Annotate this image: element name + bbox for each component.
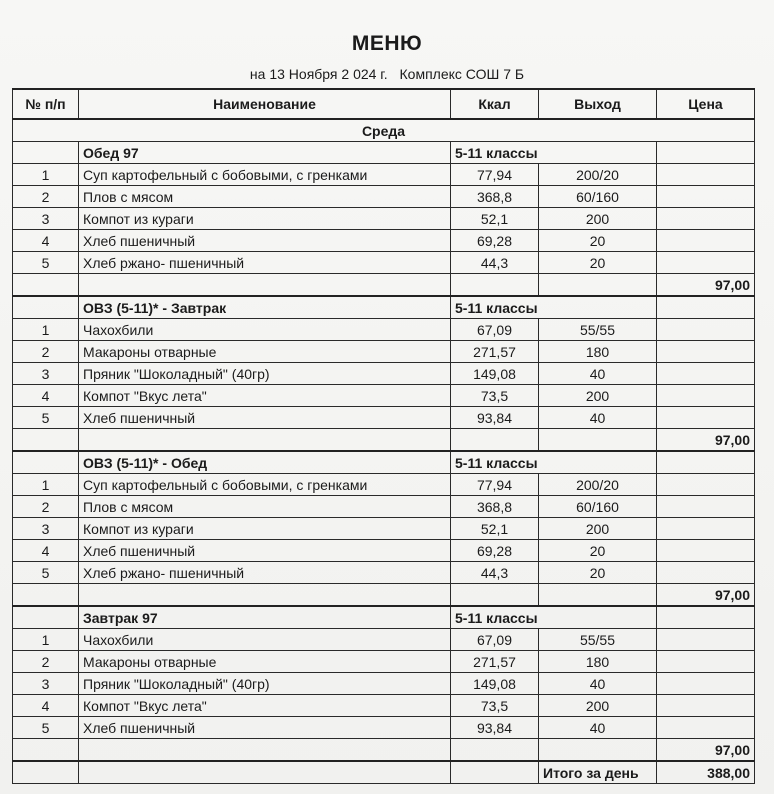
table-row	[13, 673, 755, 695]
day-total-value: 388,00	[657, 761, 755, 784]
section-grade: 5-11 классы	[451, 142, 657, 164]
item-num: 5	[13, 562, 79, 584]
total-blank-output	[539, 584, 657, 607]
item-output: 200/20	[539, 164, 657, 186]
section-total-row	[13, 584, 755, 607]
total-blank-kcal	[451, 429, 539, 452]
section-price-cell	[657, 142, 755, 164]
col-header-output: Выход	[539, 89, 657, 119]
item-output: 40	[539, 717, 657, 739]
item-output: 180	[539, 651, 657, 673]
item-price	[657, 186, 755, 208]
section-header-row	[13, 606, 755, 629]
item-num: 5	[13, 407, 79, 429]
item-price	[657, 319, 755, 341]
total-blank-kcal	[451, 274, 539, 297]
item-output: 55/55	[539, 319, 657, 341]
page-title: МЕНЮ	[351, 32, 423, 55]
item-kcal: 271,57	[451, 651, 539, 673]
item-output: 20	[539, 540, 657, 562]
item-output: 20	[539, 252, 657, 274]
item-num: 1	[13, 164, 79, 186]
table-row	[13, 186, 755, 208]
item-output: 40	[539, 673, 657, 695]
section-price: 97,00	[657, 584, 755, 607]
item-name: Компот из кураги	[79, 518, 451, 540]
item-kcal: 52,1	[451, 208, 539, 230]
item-num: 1	[13, 629, 79, 651]
total-blank-kcal	[451, 739, 539, 762]
table-row	[13, 341, 755, 363]
item-kcal: 73,5	[451, 695, 539, 717]
item-output: 200	[539, 208, 657, 230]
day-row	[13, 119, 755, 142]
item-price	[657, 518, 755, 540]
item-price	[657, 562, 755, 584]
day-total-blank-num	[13, 761, 79, 784]
item-output: 20	[539, 230, 657, 252]
table-row	[13, 230, 755, 252]
item-num: 4	[13, 540, 79, 562]
item-name: Хлеб пшеничный	[79, 717, 451, 739]
menu-complex: Комплекс СОШ 7 Б	[399, 66, 525, 82]
section-price-cell	[657, 451, 755, 474]
section-name: ОВЗ (5-11)* - Обед	[79, 451, 451, 474]
section-name: Обед 97	[79, 142, 451, 164]
total-blank-name	[79, 274, 451, 297]
item-kcal: 93,84	[451, 407, 539, 429]
section-total-row	[13, 429, 755, 452]
section-total-row	[13, 739, 755, 762]
item-price	[657, 651, 755, 673]
col-header-num: № п/п	[13, 89, 79, 119]
item-num: 4	[13, 385, 79, 407]
item-kcal: 368,8	[451, 186, 539, 208]
table-row	[13, 496, 755, 518]
item-name: Хлеб ржано- пшеничный	[79, 562, 451, 584]
item-price	[657, 717, 755, 739]
item-name: Компот из кураги	[79, 208, 451, 230]
item-price	[657, 673, 755, 695]
total-blank-num	[13, 584, 79, 607]
section-name: ОВЗ (5-11)* - Завтрак	[79, 296, 451, 319]
day-total-blank-kcal	[451, 761, 539, 784]
item-name: Пряник "Шоколадный" (40гр)	[79, 363, 451, 385]
item-name: Компот "Вкус лета"	[79, 385, 451, 407]
section-price-cell	[657, 296, 755, 319]
item-price	[657, 363, 755, 385]
day-total-blank-name	[79, 761, 451, 784]
item-kcal: 77,94	[451, 474, 539, 496]
section-name: Завтрак 97	[79, 606, 451, 629]
item-kcal: 69,28	[451, 540, 539, 562]
item-kcal: 93,84	[451, 717, 539, 739]
item-num: 3	[13, 673, 79, 695]
table-row	[13, 717, 755, 739]
item-output: 40	[539, 363, 657, 385]
item-output: 55/55	[539, 629, 657, 651]
total-blank-kcal	[451, 584, 539, 607]
item-price	[657, 385, 755, 407]
table-row	[13, 208, 755, 230]
total-blank-num	[13, 739, 79, 762]
item-num: 2	[13, 496, 79, 518]
item-price	[657, 341, 755, 363]
item-kcal: 77,94	[451, 164, 539, 186]
section-num-cell	[13, 296, 79, 319]
item-price	[657, 252, 755, 274]
section-total-row	[13, 274, 755, 297]
table-row	[13, 363, 755, 385]
table-row	[13, 518, 755, 540]
table-row	[13, 540, 755, 562]
item-price	[657, 695, 755, 717]
item-num: 2	[13, 341, 79, 363]
item-output: 60/160	[539, 186, 657, 208]
item-price	[657, 496, 755, 518]
section-header-row	[13, 142, 755, 164]
section-num-cell	[13, 451, 79, 474]
total-blank-num	[13, 274, 79, 297]
item-output: 60/160	[539, 496, 657, 518]
item-kcal: 149,08	[451, 673, 539, 695]
item-output: 180	[539, 341, 657, 363]
item-price	[657, 474, 755, 496]
item-output: 20	[539, 562, 657, 584]
total-blank-name	[79, 429, 451, 452]
col-header-name: Наименование	[79, 89, 451, 119]
table-row	[13, 474, 755, 496]
item-num: 5	[13, 252, 79, 274]
table-row	[13, 629, 755, 651]
item-name: Хлеб пшеничный	[79, 540, 451, 562]
item-price	[657, 208, 755, 230]
day-label: Среда	[13, 119, 755, 142]
item-output: 40	[539, 407, 657, 429]
item-num: 5	[13, 717, 79, 739]
item-name: Макароны отварные	[79, 651, 451, 673]
item-name: Хлеб пшеничный	[79, 230, 451, 252]
section-price: 97,00	[657, 429, 755, 452]
section-price: 97,00	[657, 739, 755, 762]
item-num: 2	[13, 186, 79, 208]
table-row	[13, 651, 755, 673]
item-num: 1	[13, 319, 79, 341]
item-kcal: 44,3	[451, 252, 539, 274]
item-name: Компот "Вкус лета"	[79, 695, 451, 717]
item-name: Плов с мясом	[79, 186, 451, 208]
table-row	[13, 407, 755, 429]
total-blank-num	[13, 429, 79, 452]
section-num-cell	[13, 142, 79, 164]
item-num: 3	[13, 518, 79, 540]
item-price	[657, 164, 755, 186]
table-row	[13, 252, 755, 274]
item-num: 3	[13, 208, 79, 230]
col-header-kcal: Ккал	[451, 89, 539, 119]
total-blank-name	[79, 584, 451, 607]
table-row	[13, 695, 755, 717]
item-num: 4	[13, 230, 79, 252]
item-name: Пряник "Шоколадный" (40гр)	[79, 673, 451, 695]
item-kcal: 69,28	[451, 230, 539, 252]
item-name: Суп картофельный с бобовыми, с гренками	[79, 474, 451, 496]
item-name: Макароны отварные	[79, 341, 451, 363]
menu-date: на 13 Ноября 2 024 г.	[249, 66, 388, 82]
item-num: 2	[13, 651, 79, 673]
day-total-label: Итого за день	[539, 761, 657, 784]
section-header-row	[13, 296, 755, 319]
item-num: 1	[13, 474, 79, 496]
item-price	[657, 407, 755, 429]
item-kcal: 73,5	[451, 385, 539, 407]
item-price	[657, 540, 755, 562]
item-name: Суп картофельный с бобовыми, с гренками	[79, 164, 451, 186]
item-price	[657, 230, 755, 252]
item-num: 3	[13, 363, 79, 385]
item-output: 200/20	[539, 474, 657, 496]
section-num-cell	[13, 606, 79, 629]
item-kcal: 67,09	[451, 629, 539, 651]
item-kcal: 368,8	[451, 496, 539, 518]
item-kcal: 271,57	[451, 341, 539, 363]
item-num: 4	[13, 695, 79, 717]
item-output: 200	[539, 518, 657, 540]
item-output: 200	[539, 695, 657, 717]
table-header	[13, 89, 755, 119]
table-row	[13, 164, 755, 186]
section-grade: 5-11 классы	[451, 451, 657, 474]
table-row	[13, 562, 755, 584]
item-price	[657, 629, 755, 651]
total-blank-output	[539, 739, 657, 762]
section-grade: 5-11 классы	[451, 606, 657, 629]
total-blank-output	[539, 274, 657, 297]
page-subtitle	[0, 66, 774, 82]
col-header-price: Цена	[657, 89, 755, 119]
item-kcal: 67,09	[451, 319, 539, 341]
item-output: 200	[539, 385, 657, 407]
menu-table	[12, 88, 755, 784]
item-name: Плов с мясом	[79, 496, 451, 518]
section-grade: 5-11 классы	[451, 296, 657, 319]
item-name: Чахохбили	[79, 629, 451, 651]
table-body	[13, 119, 755, 784]
item-name: Хлеб пшеничный	[79, 407, 451, 429]
item-name: Хлеб ржано- пшеничный	[79, 252, 451, 274]
item-kcal: 52,1	[451, 518, 539, 540]
item-kcal: 149,08	[451, 363, 539, 385]
section-price-cell	[657, 606, 755, 629]
section-header-row	[13, 451, 755, 474]
total-blank-output	[539, 429, 657, 452]
table-row	[13, 319, 755, 341]
item-kcal: 44,3	[451, 562, 539, 584]
day-total-row	[13, 761, 755, 784]
section-price: 97,00	[657, 274, 755, 297]
table-row	[13, 385, 755, 407]
item-name: Чахохбили	[79, 319, 451, 341]
total-blank-name	[79, 739, 451, 762]
